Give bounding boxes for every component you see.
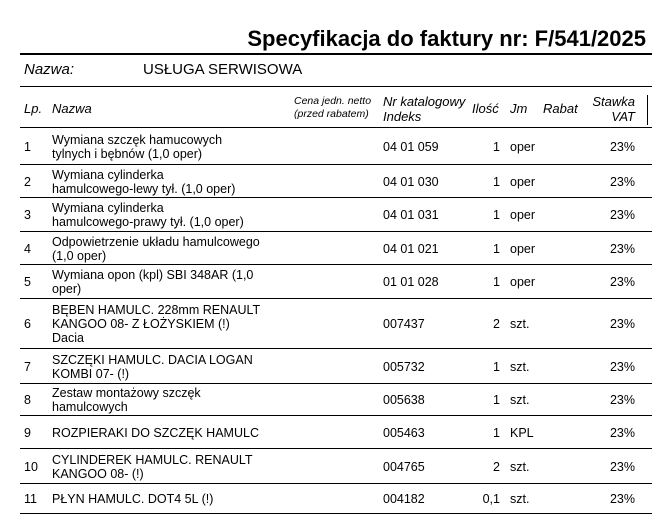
row-quantity: 1 [493, 360, 500, 374]
row-lp: 4 [24, 242, 31, 256]
row-vat-rate: 23% [609, 208, 635, 222]
row-description-line: KOMBI 07- (!) [52, 367, 130, 381]
row-description-line: hamulcowego-lewy tył. (1,0 oper) [52, 182, 236, 196]
column-header-vat [590, 94, 635, 124]
document-title: Specyfikacja do faktury nr: F/541/2025 [247, 26, 646, 51]
table-row [0, 128, 652, 165]
row-catalog-number: 005463 [383, 426, 425, 440]
table-row [0, 384, 652, 416]
row-description-line: KANGOO 08- Z ŁOŻYSKIEM (!) [52, 317, 230, 331]
row-quantity: 1 [493, 175, 500, 189]
column-header-kat-line1: Nr katalogowy [383, 94, 466, 109]
row-description-line: BĘBEN HAMULC. 228mm RENAULT [52, 303, 261, 317]
column-header-lp: Lp. [24, 101, 43, 116]
column-header-cena-line1: Cena jedn. netto [294, 95, 372, 107]
nazwa-value: USŁUGA SERWISOWA [143, 61, 303, 78]
row-lp: 11 [24, 492, 37, 506]
row-catalog-number: 005638 [383, 393, 425, 407]
row-divider [20, 513, 652, 514]
nazwa-label: Nazwa: [24, 61, 75, 78]
table-row [0, 198, 652, 232]
column-header-cena-line2: (przed rabatem) [294, 108, 369, 120]
row-description [52, 353, 253, 381]
row-catalog-number: 04 01 030 [383, 175, 439, 189]
row-catalog-number: 007437 [383, 317, 425, 331]
column-header-kat-line2: Indeks [383, 109, 422, 124]
row-unit: oper [510, 242, 536, 256]
row-catalog-number: 04 01 059 [383, 140, 439, 154]
row-unit: KPL [510, 426, 534, 440]
row-catalog-number: 04 01 031 [383, 208, 439, 222]
table-row [0, 299, 652, 349]
column-header-cena [294, 95, 371, 121]
row-description [52, 168, 235, 196]
row-description-line: Odpowietrzenie układu hamulcowego [52, 235, 260, 249]
row-vat-rate: 23% [609, 317, 635, 331]
table-row [0, 449, 652, 484]
table-row [0, 484, 652, 514]
row-quantity: 1 [493, 393, 500, 407]
row-vat-rate: 23% [609, 275, 635, 289]
row-description [52, 386, 201, 414]
row-description-line: Dacia [52, 331, 84, 345]
row-description [52, 268, 253, 296]
row-quantity: 1 [493, 426, 500, 440]
row-vat-rate: 23% [609, 175, 635, 189]
row-description-line: ROZPIERAKI DO SZCZĘK HAMULC [52, 426, 259, 440]
column-header-vat-line1: Stawka [592, 94, 635, 109]
column-header-vat-line2: VAT [611, 109, 635, 124]
row-lp: 8 [24, 393, 31, 407]
row-vat-rate: 23% [609, 393, 635, 407]
title-divider [20, 53, 652, 55]
row-vat-rate: 23% [609, 426, 635, 440]
row-catalog-number: 004182 [383, 492, 425, 506]
row-description-line: tylnych i bębnów (1,0 oper) [52, 147, 203, 161]
row-description-line: Wymiana opon (kpl) SBI 348AR (1,0 [52, 268, 254, 282]
row-unit: oper [510, 175, 536, 189]
row-unit: oper [510, 140, 536, 154]
row-lp: 3 [24, 208, 31, 222]
row-unit: szt. [510, 492, 530, 506]
row-unit: oper [510, 208, 536, 222]
column-header-ilosc: Ilość [472, 101, 499, 116]
header-top-divider [20, 86, 652, 87]
row-description [52, 426, 259, 440]
row-quantity: 1 [493, 140, 500, 154]
row-description [52, 133, 222, 161]
row-description-line: KANGOO 08- (!) [52, 467, 144, 481]
table-row [0, 416, 652, 449]
row-description [52, 201, 244, 229]
row-description-line: CYLINDEREK HAMULC. RENAULT [52, 453, 253, 467]
row-catalog-number: 04 01 021 [383, 242, 439, 256]
row-catalog-number: 004765 [383, 460, 425, 474]
row-quantity: 1 [493, 275, 500, 289]
cut-column-edge [647, 95, 652, 125]
row-description-line: Wymiana cylinderka [52, 201, 164, 215]
row-description-line: PŁYN HAMULC. DOT4 5L (!) [52, 492, 214, 506]
row-lp: 7 [24, 360, 31, 374]
row-description [52, 453, 253, 481]
row-lp: 10 [24, 460, 38, 474]
row-description-line: Zestaw montażowy szczęk [52, 386, 201, 400]
row-unit: szt. [510, 317, 530, 331]
row-lp: 9 [24, 426, 31, 440]
row-vat-rate: 23% [609, 460, 635, 474]
row-quantity: 1 [493, 242, 500, 256]
row-description [52, 492, 213, 506]
row-description-line: oper) [52, 282, 82, 296]
table-row [0, 349, 652, 384]
row-description-line: SZCZĘKI HAMULC. DACIA LOGAN [52, 353, 253, 367]
table-row [0, 265, 652, 299]
row-quantity: 1 [493, 208, 500, 222]
row-unit: oper [510, 275, 536, 289]
row-description-line: Wymiana cylinderka [52, 168, 164, 182]
row-description [52, 303, 260, 345]
row-catalog-number: 01 01 028 [383, 275, 439, 289]
row-vat-rate: 23% [609, 360, 635, 374]
row-quantity: 0,1 [482, 492, 500, 506]
row-vat-rate: 23% [609, 492, 635, 506]
row-description [52, 235, 260, 263]
row-lp: 1 [24, 140, 31, 154]
table-row [0, 165, 652, 198]
row-description-line: (1,0 oper) [52, 249, 107, 263]
row-vat-rate: 23% [609, 140, 635, 154]
row-lp: 5 [24, 275, 31, 289]
column-header-nr-katalogowy [383, 94, 465, 124]
row-unit: szt. [510, 460, 530, 474]
column-header-rabat: Rabat [543, 101, 578, 116]
row-vat-rate: 23% [609, 242, 635, 256]
row-unit: szt. [510, 360, 530, 374]
row-description-line: hamulcowego-prawy tył. (1,0 oper) [52, 215, 244, 229]
column-header-nazwa: Nazwa [52, 101, 92, 116]
row-quantity: 2 [493, 460, 500, 474]
row-unit: szt. [510, 393, 530, 407]
column-header-jm: Jm [510, 101, 528, 116]
row-description-line: hamulcowych [52, 400, 128, 414]
row-lp: 6 [24, 317, 31, 331]
row-quantity: 2 [493, 317, 500, 331]
table-row [0, 232, 652, 265]
row-catalog-number: 005732 [383, 360, 425, 374]
row-lp: 2 [24, 175, 31, 189]
row-description-line: Wymiana szczęk hamucowych [52, 133, 223, 147]
